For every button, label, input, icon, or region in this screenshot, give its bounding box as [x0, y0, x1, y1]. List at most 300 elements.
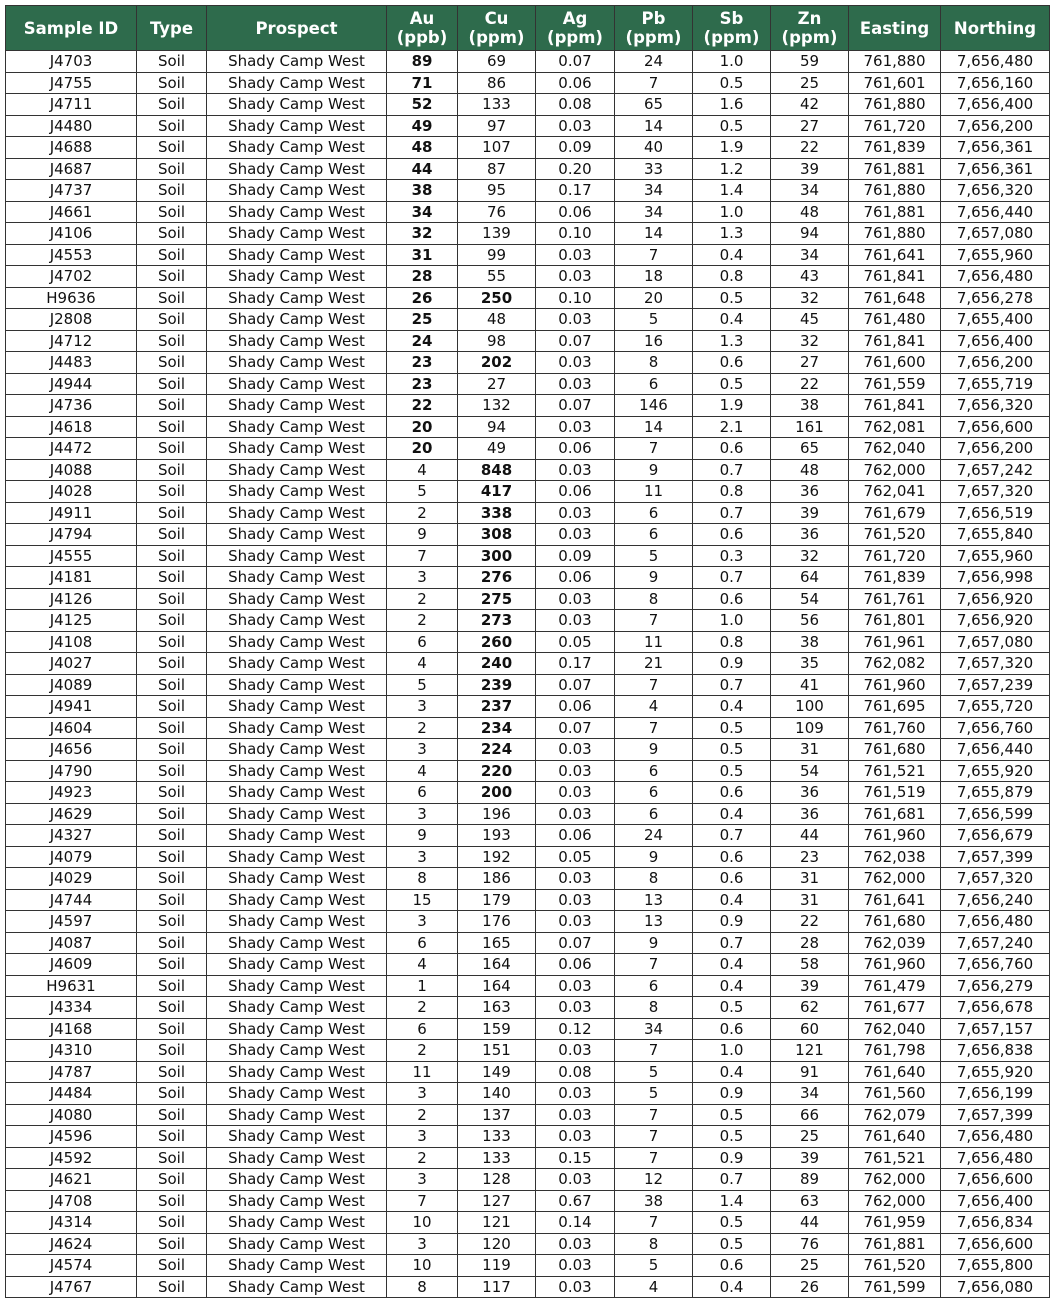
cell-type: Soil	[137, 1276, 207, 1298]
cell-sb: 0.4	[693, 244, 771, 266]
cell-sb: 0.6	[693, 1255, 771, 1277]
table-row	[6, 94, 1050, 116]
cell-easting: 762,000	[849, 1190, 941, 1212]
cell-pb: 13	[615, 911, 693, 933]
table-row	[6, 330, 1050, 352]
cell-cu: 237	[458, 696, 536, 718]
cell-northing: 7,656,200	[941, 438, 1050, 460]
cell-prospect: Shady Camp West	[207, 954, 387, 976]
cell-au: 15	[387, 889, 458, 911]
cell-sb: 0.5	[693, 717, 771, 739]
cell-cu: 300	[458, 545, 536, 567]
cell-au: 31	[387, 244, 458, 266]
cell-prospect: Shady Camp West	[207, 717, 387, 739]
cell-sb: 0.4	[693, 696, 771, 718]
cell-prospect: Shady Camp West	[207, 782, 387, 804]
cell-pb: 5	[615, 1083, 693, 1105]
column-header-unit: (ppm)	[703, 28, 760, 47]
cell-type: Soil	[137, 481, 207, 503]
cell-type: Soil	[137, 1212, 207, 1234]
cell-au: 4	[387, 760, 458, 782]
cell-type: Soil	[137, 911, 207, 933]
cell-pb: 16	[615, 330, 693, 352]
cell-easting: 761,801	[849, 610, 941, 632]
cell-prospect: Shady Camp West	[207, 309, 387, 331]
cell-easting: 761,679	[849, 502, 941, 524]
cell-prospect: Shady Camp West	[207, 502, 387, 524]
cell-ag: 0.10	[536, 287, 615, 309]
cell-easting: 761,798	[849, 1040, 941, 1062]
cell-northing: 7,656,278	[941, 287, 1050, 309]
cell-type: Soil	[137, 696, 207, 718]
table-row	[6, 911, 1050, 933]
cell-prospect: Shady Camp West	[207, 1255, 387, 1277]
cell-cu: 97	[458, 115, 536, 137]
cell-au: 2	[387, 1040, 458, 1062]
cell-ag: 0.10	[536, 223, 615, 245]
table-row	[6, 610, 1050, 632]
cell-sb: 1.3	[693, 330, 771, 352]
cell-au: 23	[387, 352, 458, 374]
cell-northing: 7,656,519	[941, 502, 1050, 524]
column-header-unit: (ppm)	[781, 28, 838, 47]
cell-pb: 4	[615, 1276, 693, 1298]
table-row	[6, 588, 1050, 610]
table-row	[6, 72, 1050, 94]
table-row	[6, 782, 1050, 804]
cell-cu: 164	[458, 954, 536, 976]
cell-cu: 151	[458, 1040, 536, 1062]
table-row	[6, 803, 1050, 825]
cell-easting: 761,520	[849, 1255, 941, 1277]
cell-prospect: Shady Camp West	[207, 1083, 387, 1105]
table-row	[6, 1190, 1050, 1212]
cell-pb: 6	[615, 782, 693, 804]
cell-sample-id: J4080	[6, 1104, 137, 1126]
cell-type: Soil	[137, 825, 207, 847]
cell-easting: 761,521	[849, 1147, 941, 1169]
cell-ag: 0.06	[536, 825, 615, 847]
cell-northing: 7,656,279	[941, 975, 1050, 997]
cell-cu: 179	[458, 889, 536, 911]
cell-easting: 761,640	[849, 1061, 941, 1083]
cell-northing: 7,656,440	[941, 201, 1050, 223]
column-header-zn	[771, 6, 849, 51]
column-header-sb	[693, 6, 771, 51]
cell-zn: 60	[771, 1018, 849, 1040]
cell-ag: 0.03	[536, 610, 615, 632]
cell-au: 5	[387, 674, 458, 696]
cell-prospect: Shady Camp West	[207, 803, 387, 825]
cell-sb: 1.0	[693, 51, 771, 73]
cell-easting: 761,880	[849, 51, 941, 73]
cell-sample-id: J4794	[6, 524, 137, 546]
cell-northing: 7,657,399	[941, 1104, 1050, 1126]
cell-zn: 39	[771, 1147, 849, 1169]
cell-zn: 54	[771, 588, 849, 610]
cell-easting: 762,081	[849, 416, 941, 438]
cell-sample-id: J4106	[6, 223, 137, 245]
cell-easting: 761,601	[849, 72, 941, 94]
cell-easting: 761,479	[849, 975, 941, 997]
cell-zn: 34	[771, 244, 849, 266]
cell-prospect: Shady Camp West	[207, 739, 387, 761]
cell-sample-id: J4472	[6, 438, 137, 460]
cell-northing: 7,656,440	[941, 739, 1050, 761]
cell-sb: 1.9	[693, 395, 771, 417]
cell-easting: 761,519	[849, 782, 941, 804]
cell-sb: 0.4	[693, 975, 771, 997]
cell-northing: 7,656,400	[941, 94, 1050, 116]
cell-ag: 0.09	[536, 545, 615, 567]
table-row	[6, 459, 1050, 481]
cell-sample-id: J4087	[6, 932, 137, 954]
cell-ag: 0.08	[536, 94, 615, 116]
cell-pb: 6	[615, 373, 693, 395]
cell-au: 8	[387, 1276, 458, 1298]
table-row	[6, 309, 1050, 331]
cell-sb: 0.6	[693, 868, 771, 890]
table-row	[6, 244, 1050, 266]
cell-sample-id: J4688	[6, 137, 137, 159]
column-header-northing	[941, 6, 1050, 51]
table-row	[6, 696, 1050, 718]
table-row	[6, 674, 1050, 696]
cell-pb: 7	[615, 674, 693, 696]
cell-type: Soil	[137, 352, 207, 374]
cell-easting: 761,760	[849, 717, 941, 739]
cell-au: 22	[387, 395, 458, 417]
cell-cu: 140	[458, 1083, 536, 1105]
cell-au: 2	[387, 1147, 458, 1169]
cell-ag: 0.03	[536, 889, 615, 911]
cell-northing: 7,655,720	[941, 696, 1050, 718]
cell-type: Soil	[137, 373, 207, 395]
cell-au: 2	[387, 502, 458, 524]
cell-zn: 32	[771, 330, 849, 352]
column-header-unit: (ppb)	[396, 28, 448, 47]
cell-cu: 196	[458, 803, 536, 825]
cell-au: 6	[387, 782, 458, 804]
cell-cu: 417	[458, 481, 536, 503]
cell-type: Soil	[137, 975, 207, 997]
cell-prospect: Shady Camp West	[207, 1040, 387, 1062]
cell-zn: 22	[771, 911, 849, 933]
cell-prospect: Shady Camp West	[207, 287, 387, 309]
cell-easting: 761,641	[849, 889, 941, 911]
cell-zn: 39	[771, 975, 849, 997]
cell-cu: 164	[458, 975, 536, 997]
cell-type: Soil	[137, 545, 207, 567]
table-row	[6, 223, 1050, 245]
cell-sample-id: J4712	[6, 330, 137, 352]
cell-northing: 7,655,960	[941, 244, 1050, 266]
cell-type: Soil	[137, 1104, 207, 1126]
cell-sb: 0.7	[693, 502, 771, 524]
cell-ag: 0.03	[536, 739, 615, 761]
cell-au: 2	[387, 717, 458, 739]
cell-pb: 6	[615, 975, 693, 997]
cell-zn: 42	[771, 94, 849, 116]
cell-northing: 7,657,157	[941, 1018, 1050, 1040]
cell-type: Soil	[137, 1040, 207, 1062]
cell-zn: 23	[771, 846, 849, 868]
cell-type: Soil	[137, 846, 207, 868]
cell-pb: 8	[615, 868, 693, 890]
cell-sample-id: J4327	[6, 825, 137, 847]
cell-pb: 11	[615, 481, 693, 503]
cell-prospect: Shady Camp West	[207, 911, 387, 933]
cell-ag: 0.03	[536, 524, 615, 546]
cell-easting: 761,880	[849, 180, 941, 202]
cell-easting: 761,880	[849, 94, 941, 116]
cell-ag: 0.07	[536, 932, 615, 954]
cell-sb: 0.5	[693, 373, 771, 395]
cell-prospect: Shady Camp West	[207, 244, 387, 266]
cell-type: Soil	[137, 137, 207, 159]
cell-prospect: Shady Camp West	[207, 588, 387, 610]
cell-zn: 45	[771, 309, 849, 331]
cell-type: Soil	[137, 180, 207, 202]
cell-zn: 34	[771, 1083, 849, 1105]
cell-prospect: Shady Camp West	[207, 438, 387, 460]
cell-zn: 36	[771, 481, 849, 503]
cell-zn: 48	[771, 459, 849, 481]
cell-cu: 163	[458, 997, 536, 1019]
cell-cu: 133	[458, 94, 536, 116]
cell-cu: 95	[458, 180, 536, 202]
cell-au: 6	[387, 631, 458, 653]
cell-zn: 31	[771, 739, 849, 761]
cell-cu: 239	[458, 674, 536, 696]
cell-au: 2	[387, 1104, 458, 1126]
table-row	[6, 997, 1050, 1019]
cell-zn: 36	[771, 524, 849, 546]
cell-prospect: Shady Camp West	[207, 1061, 387, 1083]
cell-easting: 762,000	[849, 868, 941, 890]
table-row	[6, 1255, 1050, 1277]
cell-type: Soil	[137, 782, 207, 804]
cell-sample-id: J4028	[6, 481, 137, 503]
cell-zn: 36	[771, 803, 849, 825]
cell-ag: 0.17	[536, 653, 615, 675]
cell-northing: 7,656,080	[941, 1276, 1050, 1298]
cell-sb: 0.7	[693, 1169, 771, 1191]
cell-au: 6	[387, 1018, 458, 1040]
cell-sb: 1.6	[693, 94, 771, 116]
cell-cu: 127	[458, 1190, 536, 1212]
cell-type: Soil	[137, 158, 207, 180]
cell-sample-id: J4108	[6, 631, 137, 653]
cell-zn: 27	[771, 115, 849, 137]
cell-type: Soil	[137, 610, 207, 632]
cell-northing: 7,656,480	[941, 1126, 1050, 1148]
cell-ag: 0.03	[536, 760, 615, 782]
cell-zn: 36	[771, 782, 849, 804]
cell-sb: 0.9	[693, 1147, 771, 1169]
table-body	[6, 51, 1050, 1298]
cell-ag: 0.14	[536, 1212, 615, 1234]
cell-sample-id: J4787	[6, 1061, 137, 1083]
cell-northing: 7,656,480	[941, 1147, 1050, 1169]
cell-prospect: Shady Camp West	[207, 674, 387, 696]
table-row	[6, 954, 1050, 976]
cell-prospect: Shady Camp West	[207, 653, 387, 675]
cell-sample-id: J4604	[6, 717, 137, 739]
cell-pb: 9	[615, 567, 693, 589]
cell-ag: 0.07	[536, 51, 615, 73]
cell-prospect: Shady Camp West	[207, 1147, 387, 1169]
cell-cu: 133	[458, 1126, 536, 1148]
cell-prospect: Shady Camp West	[207, 610, 387, 632]
cell-easting: 761,677	[849, 997, 941, 1019]
column-header-label: Northing	[953, 18, 1037, 38]
cell-prospect: Shady Camp West	[207, 223, 387, 245]
cell-prospect: Shady Camp West	[207, 459, 387, 481]
cell-au: 20	[387, 416, 458, 438]
cell-zn: 41	[771, 674, 849, 696]
cell-ag: 0.03	[536, 1255, 615, 1277]
cell-pb: 4	[615, 696, 693, 718]
cell-ag: 0.03	[536, 352, 615, 374]
cell-au: 2	[387, 997, 458, 1019]
cell-type: Soil	[137, 588, 207, 610]
cell-cu: 132	[458, 395, 536, 417]
column-header-sample-id	[6, 6, 137, 51]
cell-prospect: Shady Camp West	[207, 373, 387, 395]
cell-type: Soil	[137, 94, 207, 116]
cell-au: 28	[387, 266, 458, 288]
table-row	[6, 932, 1050, 954]
cell-northing: 7,656,834	[941, 1212, 1050, 1234]
cell-type: Soil	[137, 201, 207, 223]
cell-type: Soil	[137, 502, 207, 524]
table-row	[6, 266, 1050, 288]
cell-zn: 91	[771, 1061, 849, 1083]
cell-easting: 761,881	[849, 158, 941, 180]
cell-sb: 1.4	[693, 180, 771, 202]
table-row	[6, 1018, 1050, 1040]
table-row	[6, 846, 1050, 868]
cell-pb: 7	[615, 72, 693, 94]
cell-sample-id: J4310	[6, 1040, 137, 1062]
cell-cu: 200	[458, 782, 536, 804]
cell-zn: 161	[771, 416, 849, 438]
cell-sample-id: H9631	[6, 975, 137, 997]
cell-prospect: Shady Camp West	[207, 932, 387, 954]
cell-ag: 0.03	[536, 868, 615, 890]
cell-cu: 76	[458, 201, 536, 223]
cell-northing: 7,655,920	[941, 760, 1050, 782]
cell-prospect: Shady Camp West	[207, 975, 387, 997]
table-row	[6, 1147, 1050, 1169]
cell-ag: 0.06	[536, 696, 615, 718]
cell-easting: 761,560	[849, 1083, 941, 1105]
cell-sb: 0.6	[693, 352, 771, 374]
cell-type: Soil	[137, 395, 207, 417]
cell-zn: 48	[771, 201, 849, 223]
cell-cu: 193	[458, 825, 536, 847]
cell-cu: 250	[458, 287, 536, 309]
cell-easting: 761,680	[849, 911, 941, 933]
cell-easting: 761,960	[849, 954, 941, 976]
cell-sample-id: J4168	[6, 1018, 137, 1040]
cell-prospect: Shady Camp West	[207, 825, 387, 847]
cell-sb: 0.5	[693, 115, 771, 137]
cell-cu: 240	[458, 653, 536, 675]
cell-northing: 7,656,920	[941, 588, 1050, 610]
cell-prospect: Shady Camp West	[207, 201, 387, 223]
column-header-label: Zn	[797, 9, 822, 28]
cell-cu: 121	[458, 1212, 536, 1234]
cell-easting: 762,041	[849, 481, 941, 503]
cell-type: Soil	[137, 717, 207, 739]
column-header-ag	[536, 6, 615, 51]
cell-sample-id: J4596	[6, 1126, 137, 1148]
cell-sb: 0.9	[693, 653, 771, 675]
cell-sb: 0.6	[693, 782, 771, 804]
cell-easting: 762,039	[849, 932, 941, 954]
cell-zn: 26	[771, 1276, 849, 1298]
cell-prospect: Shady Camp West	[207, 1104, 387, 1126]
cell-ag: 0.05	[536, 846, 615, 868]
cell-ag: 0.03	[536, 1169, 615, 1191]
column-header-unit: (ppm)	[625, 28, 682, 47]
cell-pb: 13	[615, 889, 693, 911]
table-row	[6, 1104, 1050, 1126]
cell-sb: 0.4	[693, 803, 771, 825]
cell-type: Soil	[137, 739, 207, 761]
cell-sample-id: J4483	[6, 352, 137, 374]
cell-northing: 7,656,199	[941, 1083, 1050, 1105]
table-row	[6, 524, 1050, 546]
cell-sample-id: J4480	[6, 115, 137, 137]
cell-sample-id: J4029	[6, 868, 137, 890]
cell-pb: 24	[615, 825, 693, 847]
cell-zn: 100	[771, 696, 849, 718]
table-row	[6, 739, 1050, 761]
table-row	[6, 481, 1050, 503]
cell-au: 89	[387, 51, 458, 73]
cell-pb: 14	[615, 115, 693, 137]
cell-au: 25	[387, 309, 458, 331]
cell-prospect: Shady Camp West	[207, 1233, 387, 1255]
cell-zn: 43	[771, 266, 849, 288]
cell-northing: 7,656,200	[941, 352, 1050, 374]
cell-pb: 33	[615, 158, 693, 180]
cell-au: 9	[387, 524, 458, 546]
cell-cu: 117	[458, 1276, 536, 1298]
table-row	[6, 975, 1050, 997]
column-header-label: Type	[149, 18, 194, 38]
cell-sb: 0.5	[693, 997, 771, 1019]
cell-sample-id: J4181	[6, 567, 137, 589]
assay-table-container	[5, 5, 1050, 1298]
cell-easting: 762,000	[849, 459, 941, 481]
cell-northing: 7,656,240	[941, 889, 1050, 911]
cell-zn: 28	[771, 932, 849, 954]
cell-prospect: Shady Camp West	[207, 72, 387, 94]
cell-sb: 0.4	[693, 1276, 771, 1298]
table-row	[6, 502, 1050, 524]
cell-sb: 0.6	[693, 588, 771, 610]
cell-prospect: Shady Camp West	[207, 1169, 387, 1191]
cell-cu: 308	[458, 524, 536, 546]
cell-northing: 7,656,160	[941, 72, 1050, 94]
cell-cu: 137	[458, 1104, 536, 1126]
cell-sb: 0.4	[693, 889, 771, 911]
cell-sb: 1.3	[693, 223, 771, 245]
